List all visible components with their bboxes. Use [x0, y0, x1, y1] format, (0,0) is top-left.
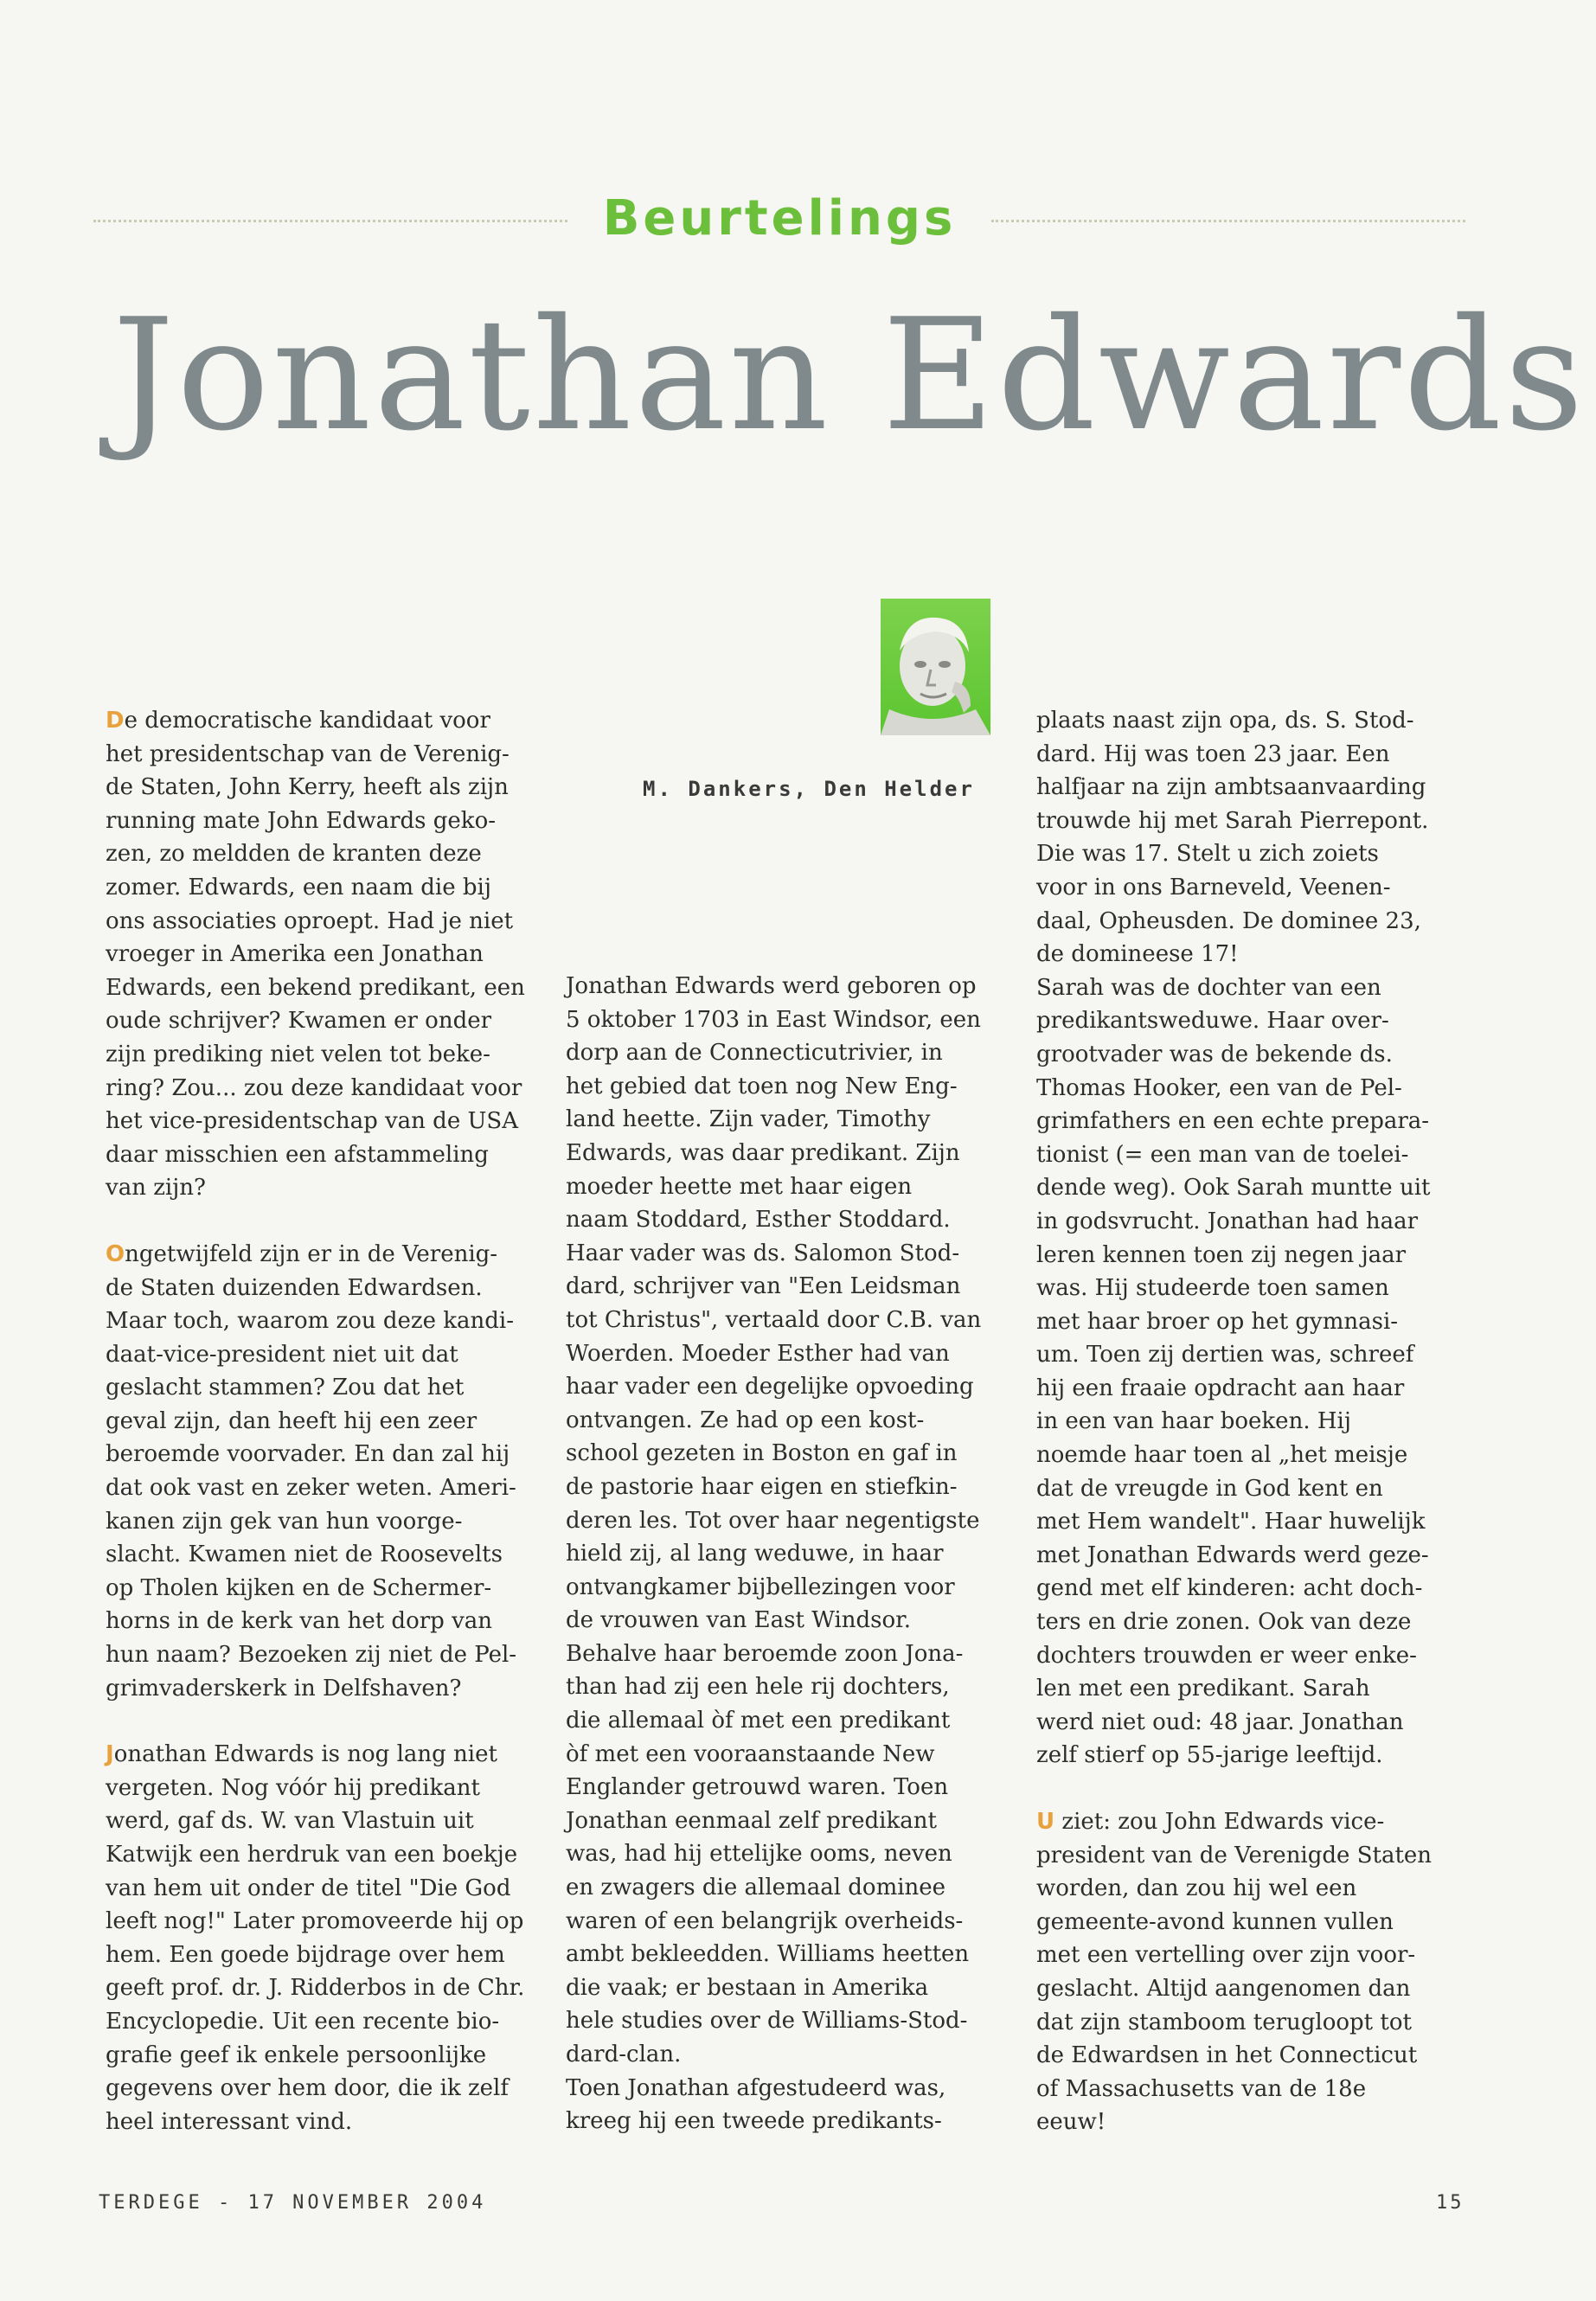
text-line: president van de Verenigde Staten: [1036, 1842, 1433, 1868]
text-line: dorp aan de Connecticutrivier, in: [566, 1040, 943, 1067]
text-line: grimvaderskerk in Delfshaven?: [106, 1675, 462, 1702]
text-line: in een van haar boeken. Hij: [1036, 1408, 1351, 1435]
text-line: kanen zijn gek van hun voorge-: [106, 1508, 463, 1535]
text-line: gemeente-avond kunnen vullen: [1036, 1908, 1394, 1935]
text-line: trouwde hij met Sarah Pierrepont.: [1036, 807, 1429, 834]
header-rule-left: [93, 220, 567, 222]
drop-cap: U: [1036, 1809, 1055, 1835]
text-line: het vice-presidentschap van de USA: [106, 1108, 518, 1135]
paragraph: [1036, 704, 1473, 1772]
text-line: onathan Edwards is nog lang niet: [113, 1741, 497, 1768]
text-line: ngetwijfeld zijn er in de Verenig-: [125, 1240, 498, 1267]
text-line: school gezeten in Boston en gaf in: [566, 1440, 958, 1467]
text-line: geeft prof. dr. J. Ridderbos in de Chr.: [106, 1975, 525, 2002]
text-line: de pastorie haar eigen en stiefkin-: [566, 1473, 958, 1500]
text-line: ters en drie zonen. Ook van deze: [1036, 1609, 1412, 1636]
text-line: land heette. Zijn vader, Timothy: [566, 1106, 931, 1133]
text-line: en zwagers die allemaal dominee: [566, 1875, 946, 1901]
text-line: hem. Een goede bijdrage over hem: [106, 1941, 505, 1968]
text-line: de Staten duizenden Edwardsen.: [106, 1274, 483, 1301]
text-line: daat-vice-president niet uit dat: [106, 1341, 458, 1368]
text-line: dard-clan.: [566, 2041, 682, 2067]
text-line: vergeten. Nog vóór hij predikant: [106, 1774, 480, 1801]
text-line: de Staten, John Kerry, heeft als zijn: [106, 774, 509, 801]
text-line: moeder heette met haar eigen: [566, 1173, 913, 1200]
text-line: dende weg). Ook Sarah muntte uit: [1036, 1175, 1431, 1202]
text-line: haar vader een degelijke opvoeding: [566, 1374, 974, 1400]
text-line: halfjaar na zijn ambtsaanvaarding: [1036, 774, 1426, 801]
text-line: naam Stoddard, Esther Stoddard.: [566, 1207, 951, 1234]
header-rule-right: [991, 220, 1465, 222]
text-line: Haar vader was ds. Salomon Stod-: [566, 1240, 960, 1266]
text-line: hun naam? Bezoeken zij niet de Pel-: [106, 1642, 517, 1669]
text-line: plaats naast zijn opa, ds. S. Stod-: [1036, 708, 1414, 734]
column-2: [566, 970, 1003, 2138]
text-line: than had zij een hele rij dochters,: [566, 1674, 950, 1701]
text-line: Woerden. Moeder Esther had van: [566, 1340, 950, 1367]
drop-cap: J: [106, 1741, 114, 1768]
text-line: op Tholen kijken en de Schermer-: [106, 1574, 492, 1601]
text-line: worden, dan zou hij wel een: [1036, 1875, 1357, 1902]
text-line: Jonathan eenmaal zelf predikant: [566, 1807, 937, 1834]
column-3: [1036, 704, 1473, 2139]
text-line: hij een fraaie opdracht aan haar: [1036, 1375, 1405, 1401]
text-line: daal, Opheusden. De dominee 23,: [1036, 907, 1421, 934]
text-line: Die was 17. Stelt u zich zoiets: [1036, 841, 1379, 868]
text-line: leren kennen toen zij negen jaar: [1036, 1241, 1407, 1268]
text-line: running mate John Edwards geko-: [106, 807, 497, 834]
paragraph: [106, 704, 542, 1205]
paragraph: [106, 1238, 542, 1705]
text-line: oude schrijver? Kwamen er onder: [106, 1008, 492, 1035]
text-line: 5 oktober 1703 in East Windsor, een: [566, 1006, 981, 1033]
text-line: Edwards, een bekend predikant, een: [106, 974, 525, 1001]
author-byline: M. Dankers, Den Helder: [643, 777, 975, 801]
text-line: dard, schrijver van "Een Leidsman: [566, 1273, 961, 1300]
text-line: geslacht stammen? Zou dat het: [106, 1375, 465, 1401]
text-line: geval zijn, dan heeft hij een zeer: [106, 1407, 478, 1434]
text-line: met Jonathan Edwards werd geze-: [1036, 1541, 1429, 1568]
text-line: ring? Zou... zou deze kandidaat voor: [106, 1074, 522, 1101]
text-line: òf met een vooraanstaande New: [566, 1740, 935, 1767]
text-line: die allemaal òf met een predikant: [566, 1708, 951, 1734]
text-line: van hem uit onder de titel "Die God: [106, 1875, 511, 1901]
text-line: met een vertelling over zijn voor-: [1036, 1942, 1416, 1969]
text-line: werd niet oud: 48 jaar. Jonathan: [1036, 1708, 1404, 1735]
text-line: of Massachusetts van de 18e: [1036, 2075, 1367, 2102]
portrait-icon: [881, 599, 990, 735]
text-line: zen, zo meldden de kranten deze: [106, 841, 482, 868]
text-line: Encyclopedie. Uit een recente bio-: [106, 2008, 500, 2035]
text-line: zelf stierf op 55-jarige leeftijd.: [1036, 1742, 1383, 1769]
text-line: de domineese 17!: [1036, 941, 1239, 968]
drop-cap: O: [106, 1240, 125, 1267]
text-line: was, had hij ettelijke ooms, neven: [566, 1841, 952, 1868]
text-line: noemde haar toen al „het meisje: [1036, 1442, 1408, 1469]
text-line: het presidentschap van de Verenig-: [106, 740, 510, 767]
text-line: tot Christus", vertaald door C.B. van: [566, 1306, 982, 1333]
text-line: werd, gaf ds. W. van Vlastuin uit: [106, 1808, 474, 1835]
text-line: grootvader was de bekende ds.: [1036, 1041, 1393, 1067]
text-line: predikantsweduwe. Haar over-: [1036, 1008, 1389, 1035]
text-line: het gebied dat toen nog New Eng-: [566, 1073, 958, 1099]
text-line: dochters trouwden er weer enke-: [1036, 1642, 1417, 1669]
author-photo: [881, 599, 990, 735]
text-line: ambt bekleedden. Williams heetten: [566, 1941, 970, 1968]
text-line: Edwards, was daar predikant. Zijn: [566, 1139, 960, 1166]
text-line: in godsvrucht. Jonathan had haar: [1036, 1208, 1419, 1234]
paragraph: [106, 1738, 542, 2138]
text-line: met haar broer op het gymnasi-: [1036, 1308, 1399, 1335]
text-line: slacht. Kwamen niet de Roosevelts: [106, 1541, 503, 1568]
article-title: Jonathan Edwards: [112, 285, 1586, 465]
text-line: die vaak; er bestaan in Amerika: [566, 1974, 929, 2001]
text-line: kreeg hij een tweede predikants-: [566, 2108, 942, 2135]
text-line: heel interessant vind.: [106, 2108, 353, 2135]
paragraph: [566, 970, 1003, 2138]
text-line: met Hem wandelt". Haar huwelijk: [1036, 1509, 1426, 1535]
text-line: um. Toen zij dertien was, schreef: [1036, 1342, 1414, 1368]
text-line: Toen Jonathan afgestudeerd was,: [566, 2074, 946, 2101]
text-line: daar misschien een afstammeling: [106, 1141, 489, 1168]
text-line: gegevens over hem door, die ik zelf: [106, 2075, 509, 2102]
text-line: Behalve haar beroemde zoon Jona-: [566, 1640, 964, 1667]
text-line: zijn prediking niet velen tot beke-: [106, 1041, 490, 1067]
text-line: beroemde voorvader. En dan zal hij: [106, 1441, 510, 1468]
text-line: ons associaties oproept. Had je niet: [106, 907, 514, 934]
text-line: grafie geef ik enkele persoonlijke: [106, 2041, 487, 2068]
text-line: dat zijn stamboom terugloopt tot: [1036, 2009, 1412, 2035]
footer-publication: TERDEGE - 17 NOVEMBER 2004: [99, 2192, 487, 2214]
section-kicker: Beurtelings: [602, 190, 957, 247]
text-line: Thomas Hooker, een van de Pel-: [1036, 1074, 1402, 1101]
paragraph: [1036, 1805, 1473, 2139]
text-line: horns in de kerk van het dorp van: [106, 1608, 493, 1635]
text-line: e democratische kandidaat voor: [124, 708, 490, 734]
text-line: grimfathers en een echte prepara-: [1036, 1108, 1430, 1135]
text-line: Maar toch, waarom zou deze kandi-: [106, 1308, 514, 1335]
text-line: de vrouwen van East Windsor.: [566, 1607, 912, 1634]
text-line: Englander getrouwd waren. Toen: [566, 1774, 949, 1801]
text-line: leeft nog!" Later promoveerde hij op: [106, 1908, 524, 1935]
text-line: dat ook vast en zeker weten. Ameri-: [106, 1475, 516, 1502]
text-line: len met een predikant. Sarah: [1036, 1676, 1370, 1702]
text-line: Sarah was de dochter van een: [1036, 974, 1381, 1001]
text-line: hele studies over de Williams-Stod-: [566, 2008, 968, 2035]
text-line: Jonathan Edwards werd geboren op: [566, 973, 977, 999]
text-line: zomer. Edwards, een naam die bij: [106, 874, 491, 901]
text-line: vroeger in Amerika een Jonathan: [106, 941, 484, 968]
text-line: ontvangen. Ze had op een kost-: [566, 1407, 925, 1433]
text-line: geslacht. Altijd aangenomen dan: [1036, 1975, 1411, 2002]
column-1: [106, 704, 542, 2138]
text-line: de Edwardsen in het Connecticut: [1036, 2042, 1418, 2069]
text-line: ontvangkamer bijbellezingen voor: [566, 1574, 955, 1600]
text-line: ziet: zou John Edwards vice-: [1054, 1809, 1385, 1835]
text-line: tionist (= een man van de toelei-: [1036, 1141, 1409, 1168]
text-line: deren les. Tot over haar negentigste: [566, 1507, 980, 1534]
text-line: voor in ons Barneveld, Veenen-: [1036, 874, 1391, 901]
text-line: eeuw!: [1036, 2109, 1106, 2136]
text-line: van zijn?: [106, 1175, 206, 1202]
text-line: waren of een belangrijk overheids-: [566, 1907, 964, 1934]
text-line: dard. Hij was toen 23 jaar. Een: [1036, 740, 1390, 767]
text-line: Katwijk een herdruk van een boekje: [106, 1842, 518, 1868]
drop-cap: D: [106, 708, 125, 734]
text-line: dat de vreugde in God kent en: [1036, 1475, 1383, 1502]
page-number: 15: [1436, 2192, 1465, 2214]
text-line: hield zij, al lang weduwe, in haar: [566, 1541, 944, 1567]
text-line: was. Hij studeerde toen samen: [1036, 1275, 1389, 1302]
text-line: gend met elf kinderen: acht doch-: [1036, 1575, 1423, 1602]
